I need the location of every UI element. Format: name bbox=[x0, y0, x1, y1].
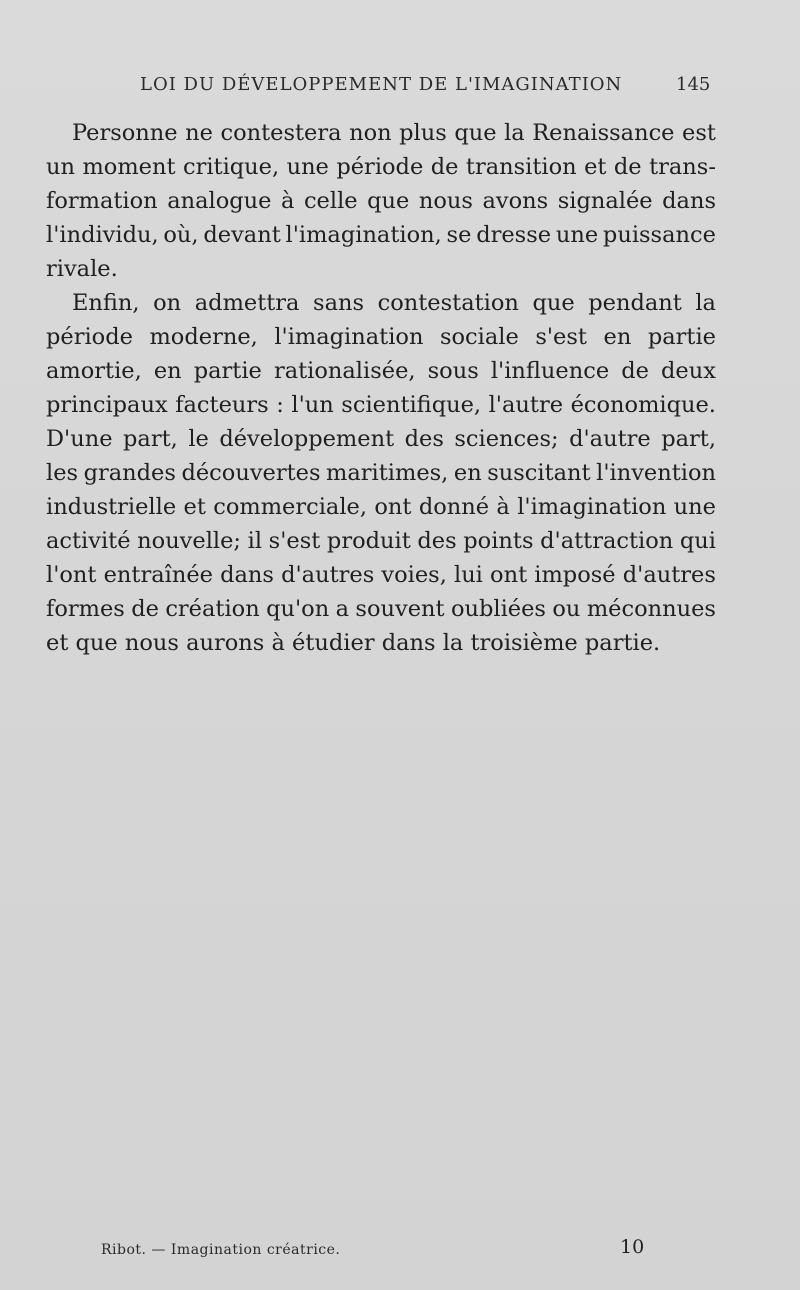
word: la bbox=[504, 120, 525, 146]
text-line bbox=[46, 354, 716, 388]
word: et bbox=[183, 494, 206, 520]
word: donné bbox=[418, 494, 490, 520]
text-line bbox=[46, 184, 716, 218]
word: non bbox=[349, 120, 392, 146]
word: des bbox=[417, 528, 457, 554]
word: suscitant bbox=[487, 460, 591, 486]
word: l'autre bbox=[488, 392, 564, 418]
text-line bbox=[46, 388, 716, 422]
word: s'est bbox=[535, 324, 587, 350]
word: sciences; bbox=[454, 426, 559, 452]
word: activité bbox=[46, 528, 131, 554]
word: lui bbox=[454, 562, 483, 588]
word: oubliées bbox=[450, 596, 546, 622]
running-title: LOI DU DÉVELOPPEMENT DE L'IMAGINATION bbox=[140, 74, 623, 95]
word: et bbox=[584, 154, 607, 180]
word: grandes bbox=[83, 460, 176, 486]
word: qu'on bbox=[266, 596, 330, 622]
word: imposé bbox=[534, 562, 616, 588]
word: qui bbox=[679, 528, 716, 554]
word: trans- bbox=[649, 154, 716, 180]
word: une bbox=[286, 154, 329, 180]
word: nouvelle; bbox=[137, 528, 241, 554]
word: s'est bbox=[268, 528, 321, 554]
word: il bbox=[247, 528, 263, 554]
word: contestera bbox=[220, 120, 342, 146]
word: ne bbox=[185, 120, 213, 146]
word: une bbox=[555, 222, 599, 248]
word: l'imagination, bbox=[285, 222, 442, 248]
word: les bbox=[46, 460, 79, 486]
text-line: et que nous aurons à étudier dans la troisième partie. bbox=[46, 630, 661, 656]
word: de bbox=[613, 154, 642, 180]
word: l'imagination bbox=[274, 324, 424, 350]
word: un bbox=[46, 154, 75, 180]
word: développement bbox=[219, 426, 395, 452]
word: admettra bbox=[194, 290, 300, 316]
word: des bbox=[404, 426, 444, 452]
word: se bbox=[446, 222, 472, 248]
word: partie bbox=[647, 324, 716, 350]
word: Enfin, bbox=[72, 290, 140, 316]
body-text bbox=[46, 116, 716, 660]
word: scientifique, bbox=[341, 392, 482, 418]
page-footer bbox=[0, 1236, 800, 1266]
word: rationalisée, bbox=[273, 358, 416, 384]
text-line: rivale. bbox=[46, 256, 118, 282]
word: d'autres bbox=[281, 562, 375, 588]
word: Personne bbox=[72, 120, 178, 146]
word: de bbox=[621, 358, 649, 384]
text-line bbox=[46, 592, 716, 626]
word: transition bbox=[465, 154, 577, 180]
word: industrielle bbox=[46, 494, 177, 520]
word: en bbox=[603, 324, 632, 350]
word: commerciale, bbox=[213, 494, 367, 520]
word: pendant bbox=[588, 290, 682, 316]
word: celle bbox=[303, 188, 358, 214]
word: une bbox=[673, 494, 716, 520]
text-line bbox=[46, 218, 716, 252]
word: devant bbox=[203, 222, 281, 248]
word: partie bbox=[193, 358, 262, 384]
word: formation bbox=[46, 188, 158, 214]
word: l'imagination bbox=[517, 494, 667, 520]
word: l'un bbox=[291, 392, 334, 418]
text-line bbox=[46, 456, 716, 490]
text-line bbox=[46, 116, 716, 150]
word: dans bbox=[220, 562, 274, 588]
word: l'invention bbox=[596, 460, 716, 486]
word: souvent bbox=[355, 596, 445, 622]
word: principaux bbox=[46, 392, 168, 418]
word: contestation bbox=[377, 290, 519, 316]
word: sans bbox=[313, 290, 365, 316]
word: ou bbox=[552, 596, 581, 622]
word: est bbox=[682, 120, 716, 146]
word: part, bbox=[661, 426, 716, 452]
text-line bbox=[46, 286, 716, 320]
word: où, bbox=[163, 222, 199, 248]
text-line bbox=[46, 558, 716, 592]
word: produit bbox=[326, 528, 411, 554]
page-number: 145 bbox=[676, 74, 711, 95]
word: plus bbox=[399, 120, 447, 146]
word: l'individu, bbox=[46, 222, 159, 248]
signature-mark: 10 bbox=[620, 1236, 645, 1258]
word: d'autre bbox=[569, 426, 651, 452]
word: que bbox=[532, 290, 575, 316]
word: en bbox=[453, 460, 482, 486]
word: entraînée bbox=[103, 562, 213, 588]
word: de bbox=[430, 154, 459, 180]
word: l'ont bbox=[46, 562, 97, 588]
word: puissance bbox=[602, 222, 716, 248]
word: dresse bbox=[476, 222, 552, 248]
word: à bbox=[281, 188, 295, 214]
word: formes bbox=[46, 596, 125, 622]
word: nous bbox=[418, 188, 473, 214]
word: en bbox=[153, 358, 182, 384]
paragraph bbox=[46, 286, 716, 660]
word: période bbox=[336, 154, 424, 180]
paragraph bbox=[46, 116, 716, 286]
text-line bbox=[46, 320, 716, 354]
word: maritimes, bbox=[326, 460, 449, 486]
word: moment bbox=[82, 154, 176, 180]
word: critique, bbox=[182, 154, 280, 180]
word: amortie, bbox=[46, 358, 142, 384]
word: : bbox=[276, 392, 284, 418]
word: ont bbox=[490, 562, 528, 588]
word: sociale bbox=[439, 324, 519, 350]
word: que bbox=[454, 120, 497, 146]
text-line bbox=[46, 422, 716, 456]
word: économique. bbox=[570, 392, 716, 418]
word: d'attraction bbox=[540, 528, 674, 554]
word: signalée bbox=[557, 188, 653, 214]
word: le bbox=[188, 426, 209, 452]
word: analogue bbox=[167, 188, 272, 214]
word: période bbox=[46, 324, 133, 350]
text-line bbox=[46, 150, 716, 184]
word: ont bbox=[374, 494, 412, 520]
word: on bbox=[153, 290, 182, 316]
word: à bbox=[496, 494, 510, 520]
word: D'une bbox=[46, 426, 113, 452]
word: points bbox=[463, 528, 534, 554]
word: de bbox=[131, 596, 159, 622]
page-header bbox=[0, 74, 800, 104]
word: d'autres bbox=[622, 562, 716, 588]
word: découvertes bbox=[181, 460, 321, 486]
word: que bbox=[367, 188, 410, 214]
word: sous bbox=[427, 358, 479, 384]
word: méconnues bbox=[586, 596, 716, 622]
word: avons bbox=[482, 188, 549, 214]
text-line bbox=[46, 524, 716, 558]
word: l'influence bbox=[490, 358, 610, 384]
word: la bbox=[695, 290, 716, 316]
word: voies, bbox=[381, 562, 447, 588]
word: moderne, bbox=[149, 324, 258, 350]
word: facteurs bbox=[175, 392, 269, 418]
word: deux bbox=[661, 358, 716, 384]
word: Renaissance bbox=[532, 120, 675, 146]
word: dans bbox=[662, 188, 716, 214]
text-line bbox=[46, 490, 716, 524]
word: part, bbox=[123, 426, 178, 452]
word: création bbox=[165, 596, 260, 622]
word: a bbox=[335, 596, 350, 622]
footer-credit: Ribot. — Imagination créatrice. bbox=[101, 1242, 341, 1258]
